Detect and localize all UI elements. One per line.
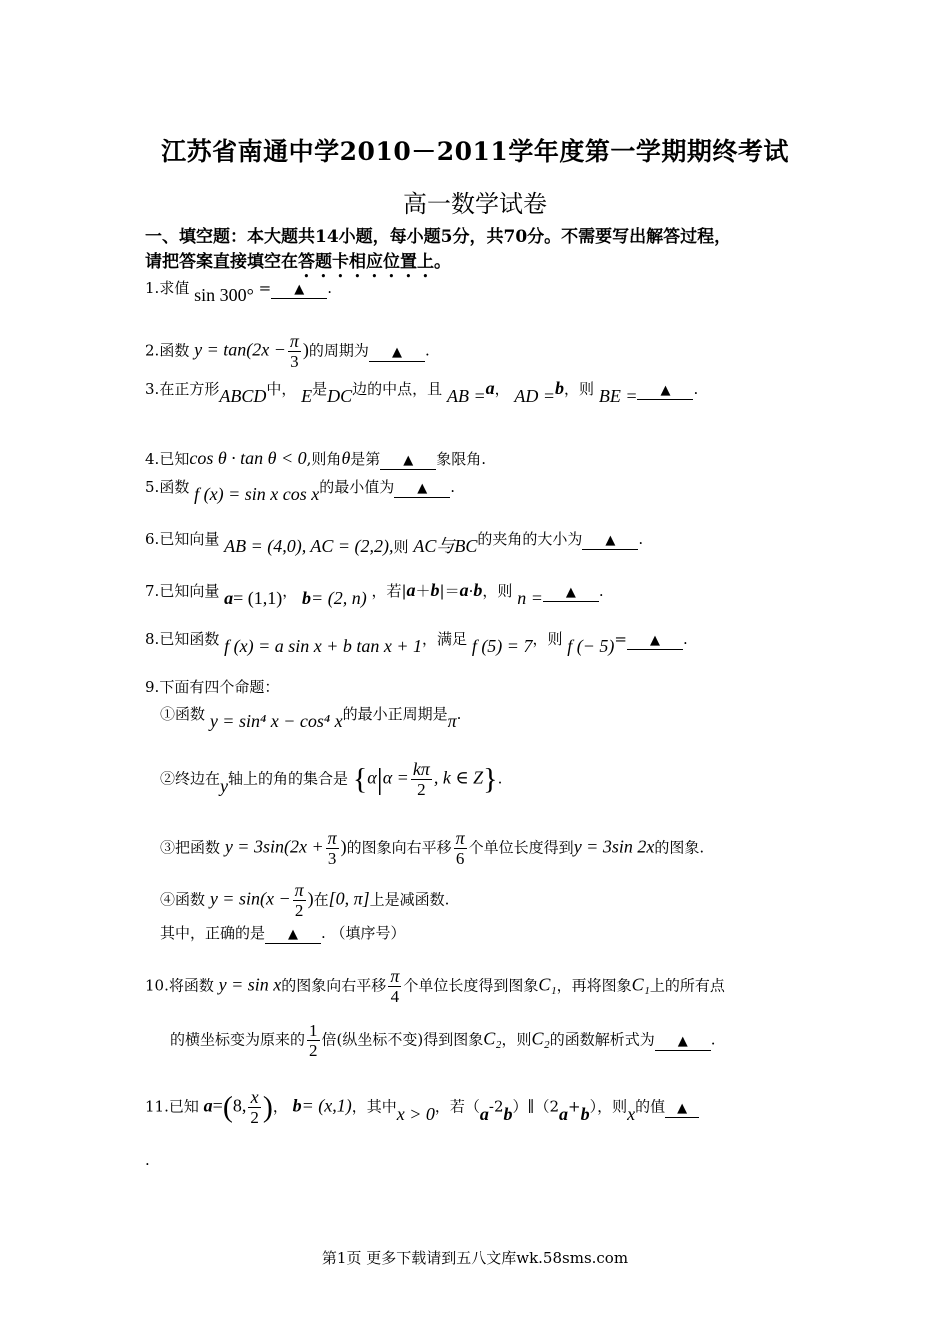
question-9-answer: 其中，正确的是 ▲ . （填序号） [160,924,406,942]
answer-blank: ▲ [394,481,450,498]
question-6: 6.已知向量 AB = (4,0), AC = (2,2),则 AC与BC的夹角的大小为 ▲ . [145,530,644,556]
proposition-2: ②终边在y轴上的角的集合是 {α|α = $\frac{k\pi}{2}$ , k ∈ Z}. [160,759,503,799]
expression: sin 300° [194,285,254,305]
answer-blank: ▲ [271,282,327,299]
question-10-line2: 的横坐标变为原来的 $\frac{1}{2}$ 倍(纵坐标不变)得到图象C₂，则C₂的函数解析式为 ▲ . [170,1021,716,1060]
answer-blank: ▲ [265,927,321,944]
fraction: $\frac{\pi}{3}$ [289,331,299,371]
answer-blank: ▲ [380,453,436,470]
question-5: 5.函数 f (x) = sin x cos x的最小值为 ▲ . [145,478,456,504]
question-8: 8.已知函数 f (x) = a sin x + b tan x + 1，满足 f (5) = 7，则 f (− 5)= ▲ . [145,630,688,656]
question-4: 4.已知cos θ · tan θ < 0,则角θ是第 ▲ 象限角. [145,448,487,468]
question-10: 10.将函数 y = sin x的图象向右平移 $\frac{\pi}{4}$ 个单位长度得到图象C₁，再将图象C₁上的所有点 [145,966,725,1006]
page-footer: 第1页 更多下载请到五八文库wk.58sms.com [321,1249,629,1267]
page-subtitle: 高一数学试卷 [403,190,547,218]
question-3: 3.在正方形ABCD中， E是DC边的中点，且 AB =a， AD =b，则 BE = ▲ . [145,378,699,406]
question-1: 1.求值 sin 300° = ▲ . [145,279,332,305]
question-11: 11.已知 a=(8, $\frac{x}{2}$ )， b= (x,1)，其中x > 0，若（a-2b）∥（2a+b），则x的值 ▲ [145,1088,835,1127]
section-heading [145,225,825,282]
question-9: 9.下面有四个命题： [145,678,280,696]
question-2: 2.函数 y = tan(2x − $\frac{\pi}{3}$ )的周期为 ▲ . [145,331,430,371]
answer-blank: ▲ [665,1101,699,1118]
section-instruction-line2: 请把答案直接填空在答题卡相应位置上。 [145,252,451,272]
proposition-1: ①函数 y = sin⁴ x − cos⁴ x的最小正周期是π. [160,705,462,731]
question-11-end: . [145,1151,150,1169]
proposition-3: ③把函数 y = 3sin(2x + $\frac{\pi}{3}$ )的图象向右平移 $\frac{\pi}{6}$ 个单位长度得到y = 3sin 2x的图象. [160,828,705,868]
answer-blank: ▲ [627,633,683,650]
answer-blank: ▲ [582,533,638,550]
answer-blank: ▲ [369,345,425,362]
section-instruction-line1: 一、填空题：本大题共14小题，每小题5分，共70分。不需要写出解答过程， [145,227,732,247]
question-7: 7.已知向量 a= (1,1)， b= (2, n) ，若|a＋b|＝a·b，则 n = ▲ . [145,580,604,608]
answer-blank: ▲ [543,585,599,602]
emphasized-text: 答题卡相应位置上 [298,252,434,272]
proposition-4: ④函数 y = sin(x − $\frac{\pi}{2}$ )在[0, π]上是减函数. [160,880,450,920]
page-title: 江苏省南通中学2010－2011学年度第一学期期终考试 [161,137,789,166]
answer-blank: ▲ [637,383,693,400]
answer-blank: ▲ [655,1034,711,1051]
